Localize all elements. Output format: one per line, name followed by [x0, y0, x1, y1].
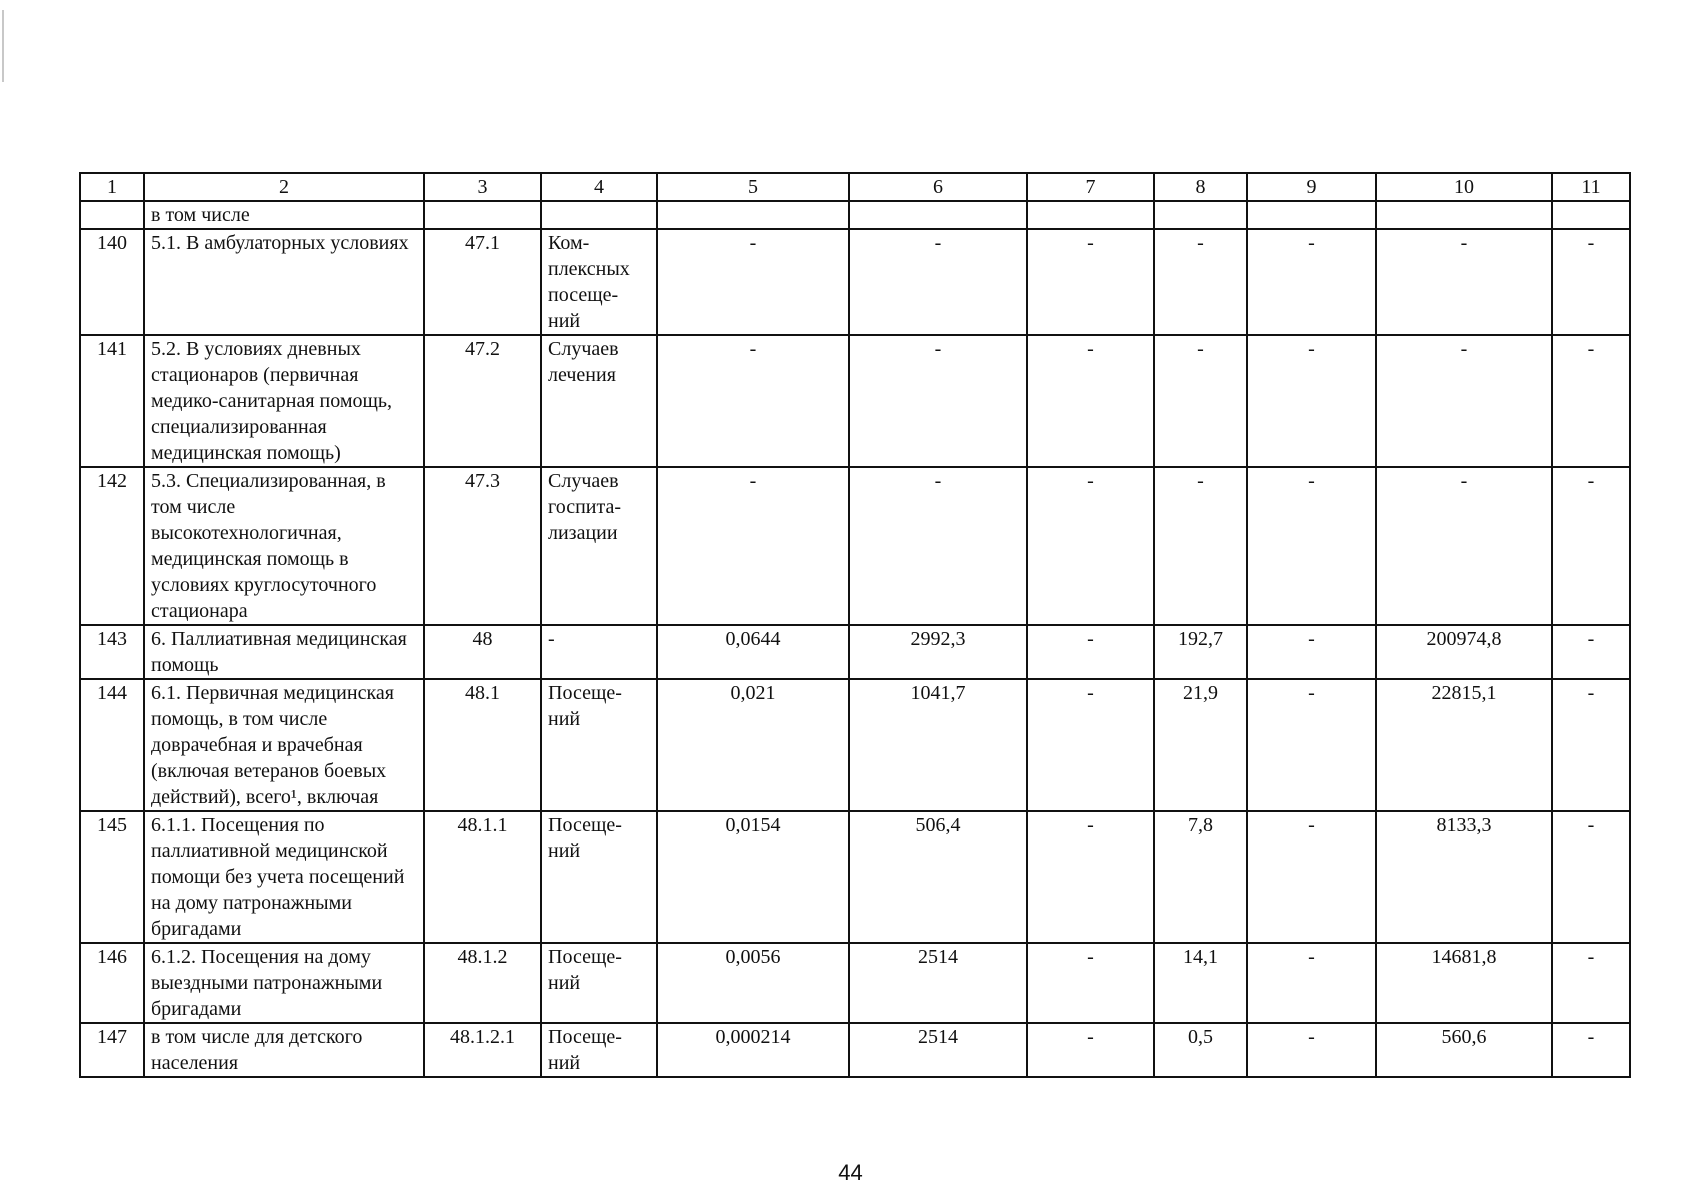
- column-number: 2: [144, 173, 424, 201]
- row-number: 140: [80, 229, 144, 335]
- indicator-name: 6.1. Первичная медицинская помощь, в том числе доврачебная и врачебная (включая ветеранов боевых действий), всего¹, включая: [144, 679, 424, 811]
- value-col-7: -: [1027, 679, 1154, 811]
- table-row: [80, 467, 1630, 625]
- scan-edge-mark: [2, 10, 4, 82]
- column-number: 8: [1154, 173, 1247, 201]
- table-row: [80, 811, 1630, 943]
- value-col-6: 2514: [849, 1023, 1027, 1077]
- value-col-8: 7,8: [1154, 811, 1247, 943]
- indicator-name: 5.2. В условиях дневных стационаров (первичная медико-санитарная помощь, специализированная медицинская помощь): [144, 335, 424, 467]
- unit-of-measure: -: [541, 625, 657, 679]
- unit-of-measure: Посеще-ний: [541, 1023, 657, 1077]
- table-row: [80, 229, 1630, 335]
- row-code: 48.1.2: [424, 943, 541, 1023]
- table-row: [80, 1023, 1630, 1077]
- row-code: 47.2: [424, 335, 541, 467]
- column-number: 7: [1027, 173, 1154, 201]
- value-col-6: -: [849, 229, 1027, 335]
- column-number: 5: [657, 173, 849, 201]
- column-number: 9: [1247, 173, 1376, 201]
- value-col-9: -: [1247, 811, 1376, 943]
- column-number: 10: [1376, 173, 1552, 201]
- value-col-8: 21,9: [1154, 679, 1247, 811]
- value-col-8: -: [1154, 467, 1247, 625]
- row-code: 48.1: [424, 679, 541, 811]
- value-col-9: -: [1247, 335, 1376, 467]
- value-col-5: -: [657, 335, 849, 467]
- table-row: [80, 679, 1630, 811]
- value-col-8: -: [1154, 229, 1247, 335]
- value-col-7: -: [1027, 335, 1154, 467]
- value-col-11: -: [1552, 229, 1630, 335]
- value-col-10: 560,6: [1376, 1023, 1552, 1077]
- value-col-9: -: [1247, 625, 1376, 679]
- value-col-7: -: [1027, 229, 1154, 335]
- row-code: 47.1: [424, 229, 541, 335]
- row-number: 145: [80, 811, 144, 943]
- value-col-8: 14,1: [1154, 943, 1247, 1023]
- value-col-9: -: [1247, 679, 1376, 811]
- value-col-10: 22815,1: [1376, 679, 1552, 811]
- value-col-5: 0,0154: [657, 811, 849, 943]
- indicator-name: 5.1. В амбулаторных условиях: [144, 229, 424, 335]
- row-code: 48.1.2.1: [424, 1023, 541, 1077]
- value-col-5: 0,021: [657, 679, 849, 811]
- value-col-11: -: [1552, 625, 1630, 679]
- page-number: 44: [838, 1160, 863, 1185]
- subheader-row: [80, 201, 1630, 229]
- value-col-11: -: [1552, 811, 1630, 943]
- indicators-table: [79, 172, 1631, 1078]
- indicator-name: 6.1.1. Посещения по паллиативной медицинской помощи без учета посещений на дому патронажными бригадами: [144, 811, 424, 943]
- indicator-name: 6.1.2. Посещения на дому выездными патронажными бригадами: [144, 943, 424, 1023]
- table-row: [80, 335, 1630, 467]
- value-col-6: 2514: [849, 943, 1027, 1023]
- value-col-7: -: [1027, 1023, 1154, 1077]
- column-number: 4: [541, 173, 657, 201]
- value-col-10: -: [1376, 467, 1552, 625]
- value-col-5: 0,0644: [657, 625, 849, 679]
- value-col-10: 200974,8: [1376, 625, 1552, 679]
- value-col-6: -: [849, 335, 1027, 467]
- value-col-5: -: [657, 229, 849, 335]
- value-col-7: -: [1027, 811, 1154, 943]
- row-code: 48.1.1: [424, 811, 541, 943]
- value-col-7: -: [1027, 625, 1154, 679]
- row-number: 142: [80, 467, 144, 625]
- subheader-label: в том числе: [144, 201, 424, 229]
- unit-of-measure: Ком-плексных посеще-ний: [541, 229, 657, 335]
- unit-of-measure: Случаев лечения: [541, 335, 657, 467]
- column-number: 11: [1552, 173, 1630, 201]
- value-col-8: 192,7: [1154, 625, 1247, 679]
- value-col-11: -: [1552, 1023, 1630, 1077]
- value-col-9: -: [1247, 229, 1376, 335]
- value-col-5: 0,000214: [657, 1023, 849, 1077]
- value-col-10: -: [1376, 229, 1552, 335]
- unit-of-measure: Посеще-ний: [541, 943, 657, 1023]
- row-code: 48: [424, 625, 541, 679]
- value-col-11: -: [1552, 943, 1630, 1023]
- row-number: 144: [80, 679, 144, 811]
- indicator-name: 5.3. Специализированная, в том числе высокотехнологичная, медицинская помощь в условиях круглосуточного стационара: [144, 467, 424, 625]
- value-col-10: 8133,3: [1376, 811, 1552, 943]
- value-col-7: -: [1027, 943, 1154, 1023]
- table-row: [80, 625, 1630, 679]
- column-number: 1: [80, 173, 144, 201]
- value-col-7: -: [1027, 467, 1154, 625]
- unit-of-measure: Посеще-ний: [541, 679, 657, 811]
- value-col-11: -: [1552, 335, 1630, 467]
- value-col-9: -: [1247, 1023, 1376, 1077]
- value-col-10: -: [1376, 335, 1552, 467]
- value-col-8: 0,5: [1154, 1023, 1247, 1077]
- table-body: [80, 173, 1630, 1077]
- indicator-name: в том числе для детского населения: [144, 1023, 424, 1077]
- indicator-name: 6. Паллиативная медицинская помощь: [144, 625, 424, 679]
- column-number: 6: [849, 173, 1027, 201]
- column-number: 3: [424, 173, 541, 201]
- column-number-row: [80, 173, 1630, 201]
- value-col-9: -: [1247, 943, 1376, 1023]
- value-col-6: -: [849, 467, 1027, 625]
- table-row: [80, 943, 1630, 1023]
- value-col-11: -: [1552, 679, 1630, 811]
- value-col-10: 14681,8: [1376, 943, 1552, 1023]
- row-number: 147: [80, 1023, 144, 1077]
- row-code: 47.3: [424, 467, 541, 625]
- value-col-8: -: [1154, 335, 1247, 467]
- unit-of-measure: Посеще-ний: [541, 811, 657, 943]
- value-col-5: 0,0056: [657, 943, 849, 1023]
- row-number: 143: [80, 625, 144, 679]
- value-col-5: -: [657, 467, 849, 625]
- value-col-9: -: [1247, 467, 1376, 625]
- unit-of-measure: Случаев госпита-лизации: [541, 467, 657, 625]
- value-col-6: 1041,7: [849, 679, 1027, 811]
- value-col-6: 2992,3: [849, 625, 1027, 679]
- row-number: 146: [80, 943, 144, 1023]
- value-col-11: -: [1552, 467, 1630, 625]
- row-number: 141: [80, 335, 144, 467]
- value-col-6: 506,4: [849, 811, 1027, 943]
